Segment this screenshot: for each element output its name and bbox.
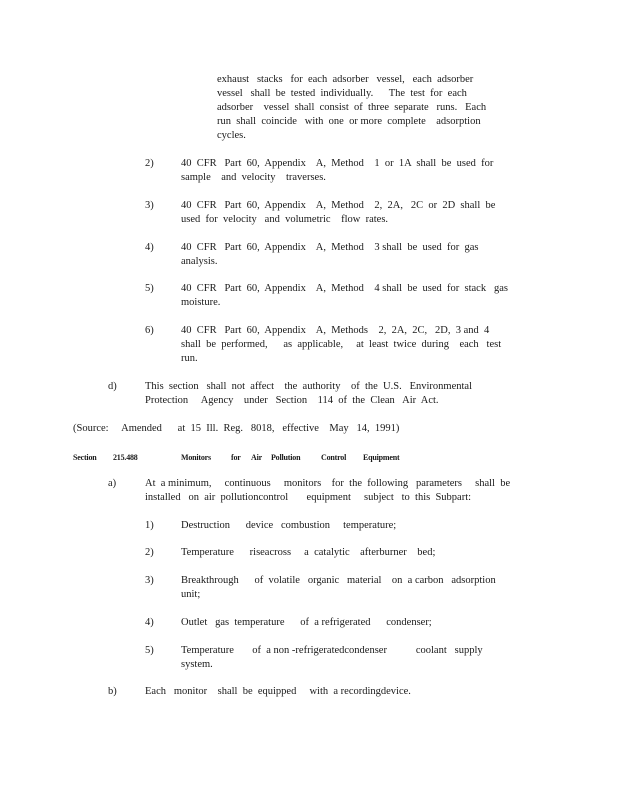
- item-letter: d): [108, 381, 117, 392]
- item-number: 1): [145, 520, 154, 531]
- item-text: [181, 157, 501, 185]
- item-text: [181, 282, 511, 310]
- item-number: 5): [145, 283, 154, 294]
- item-text: [181, 644, 501, 672]
- section-title-word: Monitors: [181, 453, 211, 462]
- item-number: 6): [145, 325, 154, 336]
- section-title-word: for: [231, 453, 241, 462]
- text-line: exhaust stacks for each adsorber vessel, each adsorber: [217, 74, 474, 85]
- text-line: run shall coincide with one or more complete adsorption: [217, 116, 481, 127]
- text-line: moisture.: [181, 297, 221, 308]
- item-number: 5): [145, 645, 154, 656]
- item-text: [145, 685, 485, 699]
- text-line: 40 CFR Part 60, Appendix A, Method 1 or 1A shall be used for: [181, 158, 494, 169]
- item-text: [181, 574, 501, 602]
- text-line: cycles.: [217, 130, 246, 141]
- item-number: 4): [145, 617, 154, 628]
- item-text: [181, 241, 501, 269]
- item-text: [181, 519, 501, 533]
- text-line: This section shall not affect the authority of the U.S. Environmental: [145, 381, 472, 392]
- item-number: 3): [145, 575, 154, 586]
- continuation-paragraph: [217, 73, 517, 143]
- text-line: 40 CFR Part 60, Appendix A, Methods 2, 2A, 2C, 2D, 3 and 4: [181, 325, 490, 336]
- text-line: At a minimum, continuous monitors for the following parameters shall be: [145, 478, 511, 489]
- source-note: (Source: Amended at 15 Ill. Reg. 8018, effective May 14, 1991): [73, 423, 400, 434]
- text-line: run.: [181, 353, 198, 364]
- item-text: [181, 324, 501, 366]
- text-line: 40 CFR Part 60, Appendix A, Method 2, 2A, 2C or 2D shall be: [181, 200, 496, 211]
- item-number: 2): [145, 547, 154, 558]
- item-letter: a): [108, 478, 117, 489]
- section-title-word: Control: [321, 453, 347, 462]
- section-label: Section: [73, 453, 97, 462]
- text-line: shall be performed, as applicable, at least twice during each test: [181, 339, 502, 350]
- item-number: 4): [145, 242, 154, 253]
- text-line: vessel shall be tested individually. The test for each: [217, 88, 467, 99]
- section-title-word: Equipment: [363, 453, 400, 462]
- text-line: Each monitor shall be equipped with a recordingdevice.: [145, 686, 411, 697]
- text-line: system.: [181, 659, 213, 670]
- text-line: sample and velocity traverses.: [181, 172, 326, 183]
- item-letter: b): [108, 686, 117, 697]
- item-number: 2): [145, 158, 154, 169]
- text-line: unit;: [181, 589, 201, 600]
- item-text: [145, 477, 511, 505]
- section-title-word: Air: [251, 453, 262, 462]
- item-number: 3): [145, 200, 154, 211]
- text-line: used for velocity and volumetric flow rates.: [181, 214, 389, 225]
- text-line: Breakthrough of volatile organic material on a carbon adsorption: [181, 575, 496, 586]
- text-line: adsorber vessel shall consist of three separate runs. Each: [217, 102, 487, 113]
- text-line: analysis.: [181, 256, 218, 267]
- item-text: [181, 546, 501, 560]
- section-number: 215.488: [113, 453, 138, 462]
- text-line: Outlet gas temperature of a refrigerated condenser;: [181, 617, 432, 628]
- item-text: [181, 616, 501, 630]
- item-text: [181, 199, 501, 227]
- text-line: Temperature of a non -refrigeratedcondenser coolant supply: [181, 645, 483, 656]
- section-heading: [73, 451, 433, 463]
- item-text: [145, 380, 485, 408]
- text-line: Protection Agency under Section 114 of the Clean Air Act.: [145, 395, 439, 406]
- text-line: 40 CFR Part 60, Appendix A, Method 3 shall be used for gas: [181, 242, 479, 253]
- section-title-word: Pollution: [271, 453, 301, 462]
- text-line: Temperature riseacross a catalytic afterburner bed;: [181, 547, 436, 558]
- text-line: 40 CFR Part 60, Appendix A, Method 4 shall be used for stack gas: [181, 283, 508, 294]
- text-line: Destruction device combustion temperature;: [181, 520, 397, 531]
- text-line: installed on air pollutioncontrol equipment subject to this Subpart:: [145, 492, 472, 503]
